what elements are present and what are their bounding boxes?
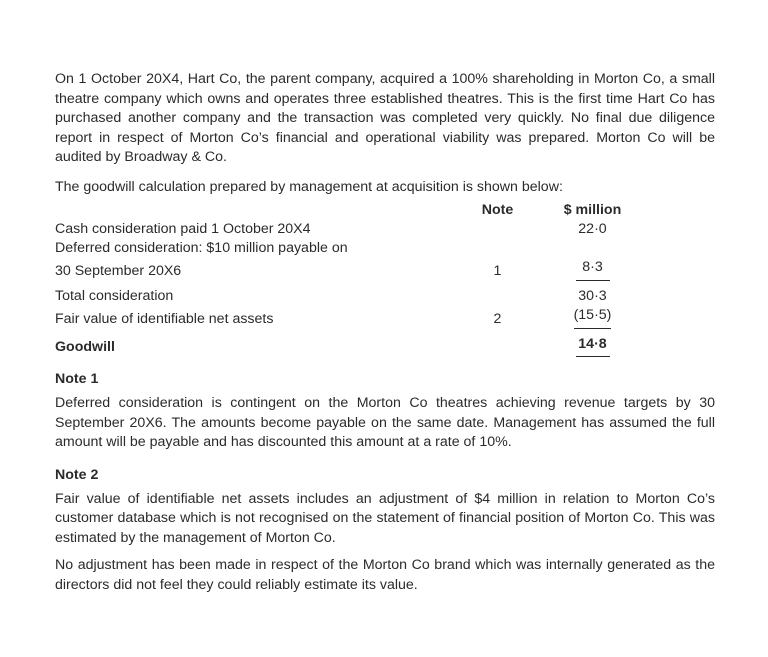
table-row — [55, 258, 635, 281]
row-deferred-value: 8·3 — [576, 258, 610, 281]
row-goodwill-label: Goodwill — [55, 339, 115, 355]
document-page — [55, 70, 715, 595]
header-amount: $ million — [563, 202, 622, 218]
row-cash-label: Cash consideration paid 1 October 20X4 — [55, 221, 311, 237]
table-row — [55, 306, 635, 329]
row-total-label: Total consideration — [55, 288, 174, 304]
note2-heading: Note 2 — [55, 466, 99, 483]
table-row — [55, 220, 635, 239]
row-fv-note: 2 — [493, 311, 502, 327]
header-note: Note — [481, 202, 514, 218]
intro-paragraph: On 1 October 20X4, Hart Co, the parent company, acquired a 100% shareholding in Morton Co, a small theatre company which owns and operates three established theatres. This is the first time Hart Co has purchased another company and the transaction was completed very quickly. No final due diligence report in respect of Morton Co’s financial and operational viability was prepared. Morton Co will be audited by Broadway & Co. — [55, 71, 715, 165]
row-fv-value: (15·5) — [574, 306, 612, 329]
note1-paragraph: Deferred consideration is contingent on the Morton Co theatres achieving revenue targets by 30 September 20X6. The amounts become payable on the same date. Management has assumed the full amount will be payable and has discounted this amount at a rate of 10%. — [55, 395, 715, 450]
row-goodwill-value: 14·8 — [576, 335, 610, 357]
note2-paragraph-b: No adjustment has been made in respect of the Morton Co brand which was internally generated as the directors did not feel they could reliably estimate its value. — [55, 557, 715, 593]
note1-heading: Note 1 — [55, 371, 99, 387]
goodwill-table — [55, 201, 635, 357]
table-row — [55, 239, 635, 258]
row-deferred-label-line1: Deferred consideration: $10 million payable on — [55, 240, 348, 256]
row-cash-value: 22·0 — [578, 221, 607, 237]
table-header-row — [55, 201, 635, 220]
goodwill-intro-paragraph: The goodwill calculation prepared by management at acquisition is shown below: — [55, 178, 563, 195]
table-row — [55, 335, 635, 357]
note2-paragraph-a: Fair value of identifiable net assets includes an adjustment of $4 million in relation to Morton Co’s customer database which is not recognised on the statement of financial position of Morton Co. This was estimated by the management of Morton Co. — [55, 490, 715, 546]
row-total-value: 30·3 — [578, 288, 607, 304]
row-fv-label: Fair value of identifiable net assets — [55, 311, 274, 327]
row-deferred-note: 1 — [493, 263, 502, 279]
table-row — [55, 287, 635, 306]
row-deferred-label-line2: 30 September 20X6 — [55, 263, 182, 279]
